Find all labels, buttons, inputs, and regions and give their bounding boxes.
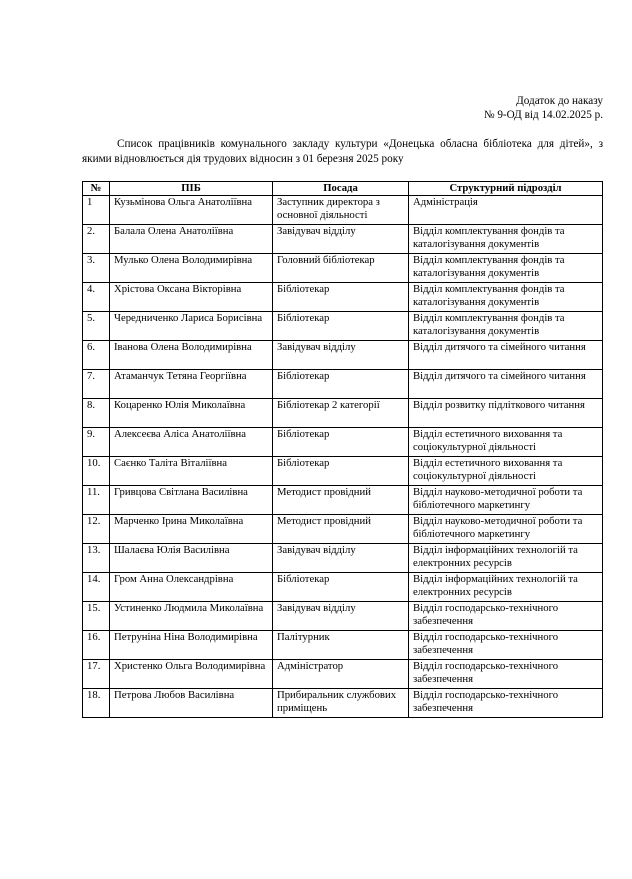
- table-body: [83, 196, 603, 718]
- employee-department: Відділ комплектування фондів та каталогізування документів: [409, 312, 603, 341]
- employee-name: Іванова Олена Володимирівна: [110, 341, 273, 370]
- table-row: [83, 196, 603, 225]
- table-row: [83, 428, 603, 457]
- employee-department: Адміністрація: [409, 196, 603, 225]
- employee-name: Коцаренко Юлія Миколаївна: [110, 399, 273, 428]
- employee-position: Заступник директора з основної діяльності: [273, 196, 409, 225]
- row-number: 3.: [83, 254, 110, 283]
- employee-name: Петруніна Ніна Володимирівна: [110, 631, 273, 660]
- employee-name: Шалаєва Юлія Василівна: [110, 544, 273, 573]
- employee-position: Бібліотекар: [273, 312, 409, 341]
- table-row: [83, 341, 603, 370]
- row-number: 15.: [83, 602, 110, 631]
- row-number: 18.: [83, 689, 110, 718]
- employee-position: Методист провідний: [273, 486, 409, 515]
- employee-department: Відділ комплектування фондів та каталогізування документів: [409, 225, 603, 254]
- employee-department: Відділ науково-методичної роботи та бібліотечного маркетингу: [409, 515, 603, 544]
- table-row: [83, 225, 603, 254]
- staff-table: [82, 181, 603, 718]
- employee-position: Бібліотекар: [273, 283, 409, 312]
- header-full-name: ПІБ: [110, 182, 273, 196]
- employee-position: Бібліотекар 2 категорії: [273, 399, 409, 428]
- row-number: 8.: [83, 399, 110, 428]
- employee-name: Хрістова Оксана Вікторівна: [110, 283, 273, 312]
- employee-name: Балала Олена Анатоліївна: [110, 225, 273, 254]
- table-row: [83, 689, 603, 718]
- appendix-line-2: № 9-ОД від 14.02.2025 р.: [483, 109, 603, 121]
- employee-position: Завідувач відділу: [273, 341, 409, 370]
- appendix-line-1: Додаток до наказу: [516, 95, 603, 107]
- employee-position: Бібліотекар: [273, 573, 409, 602]
- employee-position: Бібліотекар: [273, 428, 409, 457]
- table-row: [83, 515, 603, 544]
- table-row: [83, 254, 603, 283]
- row-number: 5.: [83, 312, 110, 341]
- employee-department: Відділ науково-методичної роботи та бібліотечного маркетингу: [409, 486, 603, 515]
- row-number: 11.: [83, 486, 110, 515]
- row-number: 7.: [83, 370, 110, 399]
- appendix-reference: [484, 94, 603, 122]
- table-row: [83, 544, 603, 573]
- employee-name: Гром Анна Олександрівна: [110, 573, 273, 602]
- employee-department: Відділ естетичного виховання та соціокультурної діяльності: [409, 428, 603, 457]
- employee-position: Бібліотекар: [273, 457, 409, 486]
- table-row: [83, 283, 603, 312]
- document-title: Список працівників комунального закладу культури «Донецька обласна бібліотека для дітей», з якими відновлюється дія трудових відносин з 01 березня 2025 року: [82, 138, 603, 165]
- row-number: 2.: [83, 225, 110, 254]
- employee-department: Відділ дитячого та сімейного читання: [409, 341, 603, 370]
- employee-name: Петрова Любов Василівна: [110, 689, 273, 718]
- employee-name: Атаманчук Тетяна Георгіївна: [110, 370, 273, 399]
- table-row: [83, 399, 603, 428]
- table-row: [83, 486, 603, 515]
- row-number: 6.: [83, 341, 110, 370]
- employee-position: Палітурник: [273, 631, 409, 660]
- employee-position: Завідувач відділу: [273, 225, 409, 254]
- employee-name: Алексеєва Аліса Анатоліївна: [110, 428, 273, 457]
- row-number: 12.: [83, 515, 110, 544]
- table-row: [83, 312, 603, 341]
- employee-name: Чередниченко Лариса Борисівна: [110, 312, 273, 341]
- row-number: 10.: [83, 457, 110, 486]
- row-number: 9.: [83, 428, 110, 457]
- employee-position: Головний бібліотекар: [273, 254, 409, 283]
- employee-name: Саєнко Таліта Віталіївна: [110, 457, 273, 486]
- table-row: [83, 631, 603, 660]
- row-number: 14.: [83, 573, 110, 602]
- employee-position: Завідувач відділу: [273, 544, 409, 573]
- employee-department: Відділ господарсько-технічного забезпечення: [409, 631, 603, 660]
- employee-name: Устиненко Людмила Миколаївна: [110, 602, 273, 631]
- employee-name: Марченко Ірина Миколаївна: [110, 515, 273, 544]
- table-row: [83, 370, 603, 399]
- employee-department: Відділ інформаційних технологій та електронних ресурсів: [409, 573, 603, 602]
- employee-department: Відділ естетичного виховання та соціокультурної діяльності: [409, 457, 603, 486]
- table-row: [83, 660, 603, 689]
- employee-position: Прибиральник службових приміщень: [273, 689, 409, 718]
- header-number: №: [83, 182, 110, 196]
- table-header-row: [83, 182, 603, 196]
- employee-department: Відділ інформаційних технологій та електронних ресурсів: [409, 544, 603, 573]
- employee-department: Відділ господарсько-технічного забезпечення: [409, 602, 603, 631]
- row-number: 1: [83, 196, 110, 225]
- row-number: 16.: [83, 631, 110, 660]
- row-number: 4.: [83, 283, 110, 312]
- employee-department: Відділ дитячого та сімейного читання: [409, 370, 603, 399]
- row-number: 17.: [83, 660, 110, 689]
- header-position: Посада: [273, 182, 409, 196]
- employee-name: Христенко Ольга Володимирівна: [110, 660, 273, 689]
- employee-department: Відділ розвитку підліткового читання: [409, 399, 603, 428]
- table-row: [83, 573, 603, 602]
- employee-department: Відділ господарсько-технічного забезпечення: [409, 689, 603, 718]
- employee-position: Завідувач відділу: [273, 602, 409, 631]
- row-number: 13.: [83, 544, 110, 573]
- employee-position: Адміністратор: [273, 660, 409, 689]
- table-row: [83, 602, 603, 631]
- employee-name: Кузьмінова Ольга Анатоліївна: [110, 196, 273, 225]
- employee-position: Бібліотекар: [273, 370, 409, 399]
- employee-department: Відділ комплектування фондів та каталогізування документів: [409, 254, 603, 283]
- employee-position: Методист провідний: [273, 515, 409, 544]
- header-department: Структурний підрозділ: [409, 182, 603, 196]
- employee-name: Гривцова Світлана Василівна: [110, 486, 273, 515]
- employee-department: Відділ господарсько-технічного забезпечення: [409, 660, 603, 689]
- employee-name: Мулько Олена Володимирівна: [110, 254, 273, 283]
- employee-department: Відділ комплектування фондів та каталогізування документів: [409, 283, 603, 312]
- table-row: [83, 457, 603, 486]
